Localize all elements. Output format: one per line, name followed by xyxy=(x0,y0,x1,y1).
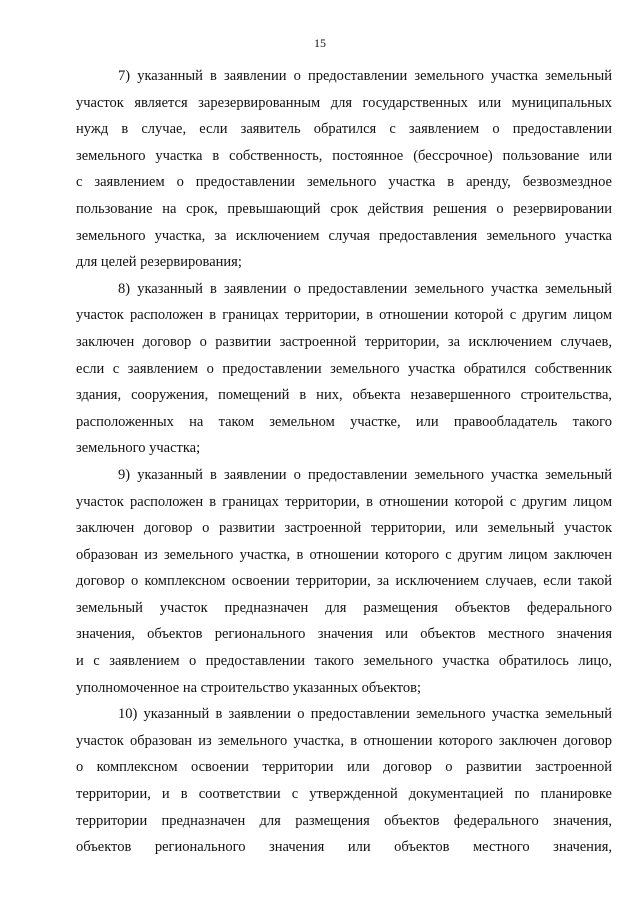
text-line: с заявлением о предоставлении земельного участка в аренду, безвозмездное xyxy=(76,174,612,191)
text-line: земельного участка; xyxy=(76,440,201,457)
text-line: пользование на срок, превышающий срок действия решения о резервировании xyxy=(76,200,612,217)
text-line: земельный участок предназначен для размещения объектов федерального xyxy=(76,599,612,616)
text-line: расположенных на таком земельном участке, или правообладатель такого xyxy=(76,413,612,430)
text-line: участок расположен в границах территории, в отношении которой с другим лицом xyxy=(76,307,612,324)
text-line: 7) указанный в заявлении о предоставлении земельного участка земельный xyxy=(118,68,612,84)
text-line: 9) указанный в заявлении о предоставлении земельного участка земельный xyxy=(118,466,612,483)
text-line: земельного участка в собственность, постоянное (бессрочное) пользование или xyxy=(76,147,612,164)
text-line: заключен договор о развитии застроенной территории, за исключением случаев, xyxy=(76,333,612,350)
text-line: здания, сооружения, помещений в них, объекта незавершенного строительства, xyxy=(76,387,612,404)
text-line: 10) указанный в заявлении о предоставлении земельного участка земельный xyxy=(118,706,612,723)
text-line: уполномоченное на строительство указанных объектов; xyxy=(76,679,422,696)
text-line: образован из земельного участка, в отношении которого с другим лицом заключен xyxy=(76,546,612,563)
text-line: если с заявлением о предоставлении земельного участка обратился собственник xyxy=(76,360,612,377)
text-line: значения, объектов регионального значения или объектов местного значения xyxy=(76,626,612,643)
text-line: участок расположен в границах территории, в отношении которой с другим лицом xyxy=(76,493,612,510)
text-line: договор о комплексном освоении территории, за исключением случаев, если такой xyxy=(76,573,612,590)
text-line: объектов регионального значения или объектов местного значения, xyxy=(76,839,612,856)
text-line: земельного участка, за исключением случая предоставления земельного участка xyxy=(76,227,612,244)
text-line: нужд в случае, если заявитель обратился с заявлением о предоставлении xyxy=(76,121,612,138)
text-line: заключен договор о развитии застроенной территории, или земельный участок xyxy=(76,520,612,537)
text-line: территории предназначен для размещения объектов федерального значения, xyxy=(76,812,612,829)
page-number: 15 xyxy=(314,36,326,50)
text-line: территории, и в соответствии с утвержденной документацией по планировке xyxy=(76,786,612,803)
document-body xyxy=(76,63,612,861)
text-line: участок является зарезервированным для государственных или муниципальных xyxy=(76,94,612,111)
text-line: для целей резервирования; xyxy=(76,254,242,271)
text-line: о комплексном освоении территории или договор о развитии застроенной xyxy=(76,759,612,776)
text-line: 8) указанный в заявлении о предоставлении земельного участка земельный xyxy=(118,280,612,297)
text-line: и с заявлением о предоставлении такого земельного участка обратилось лицо, xyxy=(76,653,612,670)
text-line: участок образован из земельного участка, в отношении которого заключен договор xyxy=(76,732,612,749)
